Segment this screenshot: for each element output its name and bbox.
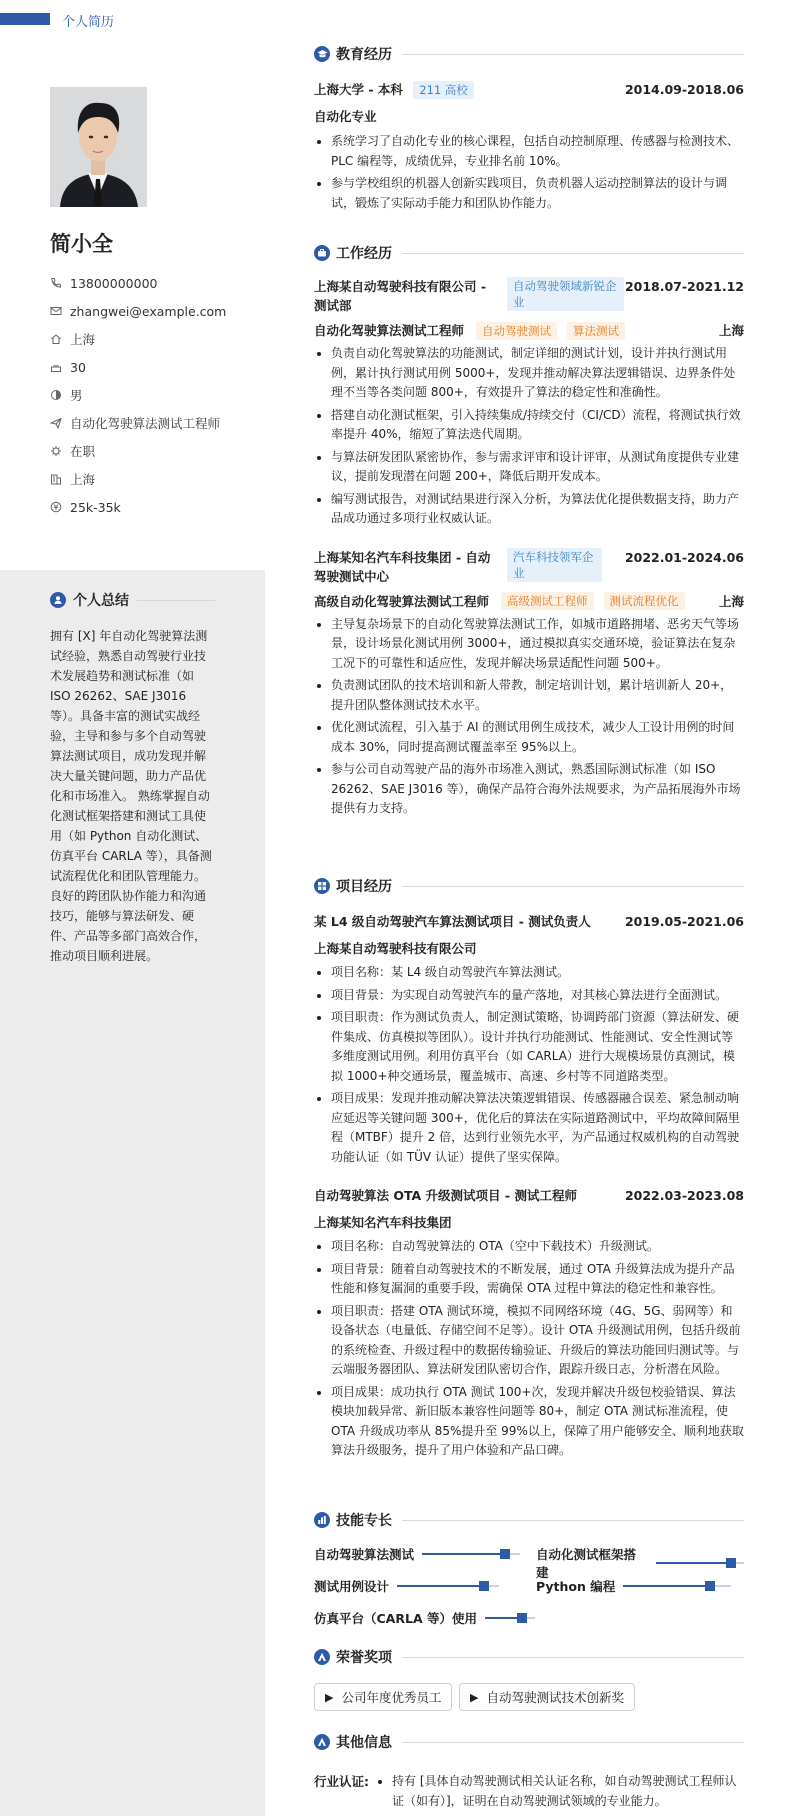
skills-heading: 技能专长 [314, 1508, 744, 1532]
info-city: 上海 [50, 465, 260, 493]
project-name: 自动驾驶算法 OTA 升级测试项目 - 测试工程师 [314, 1188, 577, 1203]
other-heading: 其他信息 [314, 1730, 744, 1754]
graduation-cap-icon [314, 46, 330, 62]
job-entry [314, 548, 744, 819]
role-tag: 高级测试工程师 [501, 592, 594, 610]
awards-heading: 荣誉奖项 [314, 1645, 744, 1669]
project-bullets [314, 1237, 744, 1461]
job-city: 上海 [718, 593, 744, 609]
job-role: 高级自动化驾驶算法测试工程师 [314, 593, 490, 609]
project-entry [314, 912, 744, 1167]
work-heading: 工作经历 [314, 241, 744, 265]
company-tag: 汽车科技领军企业 [507, 548, 602, 582]
project-org: 上海某知名汽车科技集团 [314, 1215, 452, 1230]
sidebar [0, 38, 265, 1816]
role-tag: 算法测试 [567, 322, 625, 340]
gender-icon [50, 389, 70, 401]
job-company: 上海某知名汽车科技集团 - 自动驾驶测试中心 [314, 549, 491, 584]
info-phone: 13800000000 [50, 269, 260, 297]
info-age: 30 [50, 353, 260, 381]
company-tag: 自动驾驶领域新锐企业 [507, 277, 624, 311]
education-section [314, 42, 744, 213]
role-tag: 测试流程优化 [604, 592, 685, 610]
summary-text: 拥有 [X] 年自动化驾驶算法测 试经验，熟悉自动驾驶行业技 术发展趋势和测试标准（如 ISO 26262、SAE J3016 等）。具备丰富的测试实战经 验，主导和参与多个自动驾驶 算法测试项目，成功发现并解 决大量关键问题，助力产品优 化和市场准入。 熟练掌握自动 化测试框架搭建和测试工具使 用（如 Python 自动化测试、 仿真平台 CARLA 等），具备测 试流程优化和团队管理能力。 良好的跨团队协作能力和沟通 技巧，能够与算法研发、硬 件、产品等多部门高效合作， 推动项目顺利进展。 [50, 629, 212, 963]
project-date: 2022.03-2023.08 [624, 1188, 744, 1203]
role-tag: 自动驾驶测试 [476, 322, 557, 340]
header-accent-bar [0, 13, 50, 25]
profile-name: 简小全 [50, 232, 113, 256]
list-item: 项目背景：为实现自动驾驶汽车的量产落地，对其核心算法进行全面测试。 [314, 986, 744, 1006]
award-badge: ▶ 自动驾驶测试技术创新奖 [459, 1683, 635, 1711]
list-item: 项目成果：成功执行 OTA 测试 100+次，发现并解决升级包校验错误、算法模块加载异常、新旧版本兼容性问题等 80+，制定 OTA 测试标准流程，使 OTA 升级成功率从 85%提升至 99%以上，保障了用户能够安全、顺利地获取算法升级服务，提升了用户体验和产品口碑。 [314, 1383, 744, 1461]
project-bullets [314, 963, 744, 1167]
skill-item: Python 编程 [536, 1577, 731, 1595]
home-icon [50, 333, 70, 345]
briefcase-icon [314, 245, 330, 261]
job-city: 上海 [718, 323, 744, 338]
list-item: 系统学习了自动化专业的核心课程，包括自动控制原理、传感器与检测技术、PLC 编程等，成绩优异，专业排名前 10%。 [314, 132, 744, 171]
school-tag: 211 高校 [413, 81, 474, 99]
salary-icon [50, 501, 70, 513]
bar-chart-icon [314, 1512, 330, 1528]
list-item: 项目成果：发现并推动解决算法决策逻辑错误、传感器融合误差、紧急制动响应延迟等关键问题 300+，优化后的算法在实际道路测试中，平均故障间隔里程（MTBF）提升 2 倍，达到行业领先水平，为产品通过权威机构的自动驾驶功能认证（如 TÜV 认证）提供了坚实保障。 [314, 1089, 744, 1167]
list-item: 搭建自动化测试框架，引入持续集成/持续交付（CI/CD）流程，将测试执行效率提升 40%，缩短了算法迭代周期。 [314, 406, 744, 445]
info-salary: 25k-35k [50, 493, 260, 521]
job-bullets [314, 615, 744, 819]
education-date: 2014.09-2018.06 [624, 82, 744, 97]
education-heading: 教育经历 [314, 42, 744, 66]
list-item: 参与公司自动驾驶产品的海外市场准入测试，熟悉国际测试标准（如 ISO 26262、SAE J3016 等），确保产品符合海外法规要求，为产品拓展海外市场提供有力支持。 [314, 760, 744, 819]
list-item: 持有 [具体自动驾驶测试相关认证名称，如自动驾驶测试工程师认证（如有）]，证明在自动驾驶测试领域的专业能力。 [375, 1772, 744, 1811]
person-icon [50, 592, 66, 608]
skill-bar [397, 1585, 499, 1587]
project-entry [314, 1186, 744, 1461]
award-icon [314, 1649, 330, 1665]
education-school: 上海大学 - 本科 211 高校 [314, 80, 474, 99]
triangle-right-icon: ▶ [325, 1690, 334, 1704]
skill-item: 测试用例设计 [314, 1577, 499, 1595]
summary-heading: 个人总结 [50, 590, 215, 610]
info-status: 在职 [50, 437, 260, 465]
resume-header [0, 0, 794, 38]
building-icon [50, 473, 70, 485]
skills-section [314, 1508, 744, 1628]
list-item: 主导复杂场景下的自动化驾驶算法测试工作，如城市道路拥堵、恶劣天气等场景，设计场景化测试用例 3000+，通过模拟真实交通环境，验证算法在复杂工况下的可靠性和适应性，发现并解决场景适配性问题 500+。 [314, 615, 744, 674]
education-major: 自动化专业 [314, 109, 377, 124]
certification-label: 行业认证: [314, 1774, 369, 1789]
certification-list [375, 1772, 744, 1811]
job-date: 2018.07-2021.12 [624, 279, 744, 294]
status-icon [50, 445, 70, 457]
info-position: 自动化驾驶算法测试工程师 [50, 409, 260, 437]
list-item: 负责自动化驾驶算法的功能测试，制定详细的测试计划，设计并执行测试用例，累计执行测试用例 5000+，发现并推动解决算法逻辑错误、边界条件处理不当等各类问题 800+，有效提升了算法的稳定性和准确性。 [314, 344, 744, 403]
profile-info-list [50, 269, 260, 521]
job-company: 上海某自动驾驶科技有限公司 - 测试部 [314, 279, 487, 313]
mail-icon [50, 305, 70, 317]
info-location: 上海 [50, 325, 260, 353]
job-date: 2022.01-2024.06 [624, 549, 744, 565]
award-badge: ▶ 公司年度优秀员工 [314, 1683, 452, 1711]
project-date: 2019.05-2021.06 [624, 914, 744, 929]
avatar [50, 87, 147, 207]
skill-item: 自动化测试框架搭建 [536, 1545, 744, 1581]
job-role: 自动化驾驶算法测试工程师 [314, 323, 465, 338]
plane-icon [50, 417, 70, 429]
list-item: 项目职责：搭建 OTA 测试环境，模拟不同网络环境（4G、5G、弱网等）和设备状态（电量低、存储空间不足等）。设计 OTA 升级测试用例，包括升级前的系统检查、升级过程中的数据传输验证、升级后的算法功能回归测试等。与云端服务器团队、算法研发团队密切合作，跟踪升级日志，分析潜在风险。 [314, 1302, 744, 1380]
triangle-right-icon: ▶ [470, 1690, 479, 1704]
list-item: 项目背景：随着自动驾驶技术的不断发展，通过 OTA 升级算法成为提升产品性能和修复漏洞的重要手段，需确保 OTA 过程中算法的稳定性和兼容性。 [314, 1260, 744, 1299]
list-item: 与算法研发团队紧密协作，参与需求评审和设计评审，从测试角度提供专业建议，提前发现潜在问题 200+，降低后期开发成本。 [314, 448, 744, 487]
list-item: 项目名称：自动驾驶算法的 OTA（空中下载技术）升级测试。 [314, 1237, 744, 1257]
list-item: 负责测试团队的技术培训和新人带教，制定培训计划，累计培训新人 20+，提升团队整体测试技术水平。 [314, 676, 744, 715]
work-section [314, 241, 744, 819]
age-icon [50, 361, 70, 373]
info-icon [314, 1734, 330, 1750]
skill-bar [422, 1553, 520, 1555]
projects-heading: 项目经历 [314, 874, 744, 898]
list-item: 项目名称：某 L4 级自动驾驶汽车算法测试。 [314, 963, 744, 983]
projects-section [314, 874, 744, 1461]
list-item: 参与学校组织的机器人创新实践项目，负责机器人运动控制算法的设计与调试，锻炼了实际动手能力和团队协作能力。 [314, 174, 744, 213]
skill-bar [623, 1585, 731, 1587]
info-email: zhangwei@example.com [50, 297, 260, 325]
list-item: 优化测试流程，引入基于 AI 的测试用例生成技术，减少人工设计用例的时间成本 30%，同时提高测试覆盖率至 95%以上。 [314, 718, 744, 757]
grid-icon [314, 878, 330, 894]
job-bullets [314, 344, 744, 529]
list-item: 项目职责：作为测试负责人，制定测试策略，协调跨部门资源（算法研发、硬件集成、仿真模拟等团队）。设计并执行功能测试、性能测试、安全性测试等多维度测试用例。利用仿真平台（如 CARLA）进行大规模场景仿真测试，模拟 1000+种交通场景，覆盖城市、高速、乡村等不同道路类型。 [314, 1008, 744, 1086]
list-item: 编写测试报告，对测试结果进行深入分析，为算法优化提供数据支持，助力产品成功通过多项行业权威认证。 [314, 490, 744, 529]
phone-icon [50, 277, 70, 289]
project-name: 某 L4 级自动驾驶汽车算法测试项目 - 测试负责人 [314, 914, 591, 929]
resume-title: 个人简历 [62, 15, 115, 30]
education-bullets [314, 132, 744, 213]
certification-row [314, 1772, 744, 1811]
job-entry [314, 277, 744, 529]
project-org: 上海某自动驾驶科技有限公司 [314, 941, 477, 956]
awards-section [314, 1645, 744, 1715]
info-gender: 男 [50, 381, 260, 409]
skill-item: 自动驾驶算法测试 [314, 1545, 520, 1563]
other-section [314, 1730, 744, 1816]
skill-item: 仿真平台（CARLA 等）使用 [314, 1609, 535, 1627]
skill-bar [656, 1562, 744, 1564]
skill-bar [485, 1617, 535, 1619]
